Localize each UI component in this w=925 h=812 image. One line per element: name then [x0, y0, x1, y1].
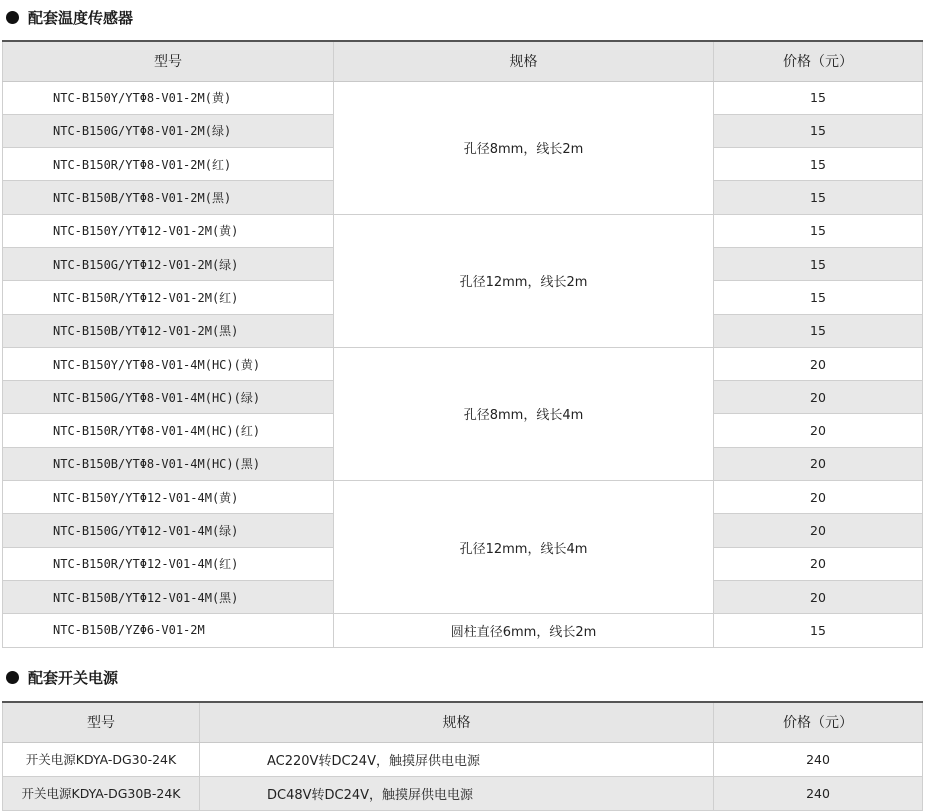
spec-cell: 孔径12mm，线长2m [334, 214, 714, 347]
price-cell: 15 [714, 114, 923, 147]
table-row [3, 214, 923, 247]
spec-cell: 孔径12mm，线长4m [334, 481, 714, 614]
price-cell: 15 [714, 281, 923, 314]
price-cell: 20 [714, 514, 923, 547]
model-cell: NTC-B150Y/YTΦ8-V01-4M(HC)(黄) [3, 347, 334, 380]
price-cell: 20 [714, 347, 923, 380]
spec-cell: DC48V转DC24V，触摸屏供电电源 [200, 776, 714, 810]
model-cell: 开关电源KDYA-DG30-24K [3, 742, 200, 776]
section-title-temperature-sensors [6, 7, 133, 28]
price-cell: 20 [714, 381, 923, 414]
model-cell: NTC-B150G/YTΦ12-V01-2M(绿) [3, 247, 334, 280]
price-cell: 20 [714, 447, 923, 480]
price-cell: 15 [714, 614, 923, 647]
price-cell: 20 [714, 547, 923, 580]
price-cell: 240 [714, 776, 923, 810]
temperature-sensor-table [2, 40, 923, 648]
price-cell: 15 [714, 81, 923, 114]
model-cell: NTC-B150R/YTΦ12-V01-2M(红) [3, 281, 334, 314]
model-cell: NTC-B150G/YTΦ12-V01-4M(绿) [3, 514, 334, 547]
spec-cell: 孔径8mm，线长2m [334, 81, 714, 214]
model-cell: NTC-B150Y/YTΦ8-V01-2M(黄) [3, 81, 334, 114]
section-title-power-supply [6, 667, 118, 688]
model-cell: NTC-B150B/YTΦ8-V01-2M(黑) [3, 181, 334, 214]
price-cell: 20 [714, 481, 923, 514]
table-row [3, 347, 923, 380]
price-cell: 15 [714, 214, 923, 247]
bullet-icon [6, 671, 19, 684]
bullet-icon [6, 11, 19, 24]
table-row [3, 481, 923, 514]
price-cell: 15 [714, 148, 923, 181]
spec-cell: 孔径8mm，线长4m [334, 347, 714, 480]
table-header-row [3, 41, 923, 81]
model-cell: NTC-B150R/YTΦ12-V01-4M(红) [3, 547, 334, 580]
table-row [3, 81, 923, 114]
section-title-text: 配套温度传感器 [28, 9, 134, 27]
model-cell: NTC-B150R/YTΦ8-V01-4M(HC)(红) [3, 414, 334, 447]
model-cell: NTC-B150Y/YTΦ12-V01-4M(黄) [3, 481, 334, 514]
price-cell: 240 [714, 742, 923, 776]
price-cell: 15 [714, 314, 923, 347]
header-model: 型号 [3, 41, 334, 81]
price-cell: 15 [714, 247, 923, 280]
header-spec: 规格 [334, 41, 714, 81]
price-cell: 20 [714, 580, 923, 613]
model-cell: 开关电源KDYA-DG30B-24K [3, 776, 200, 810]
section-title-text: 配套开关电源 [28, 669, 119, 687]
header-model: 型号 [3, 702, 200, 742]
table-row [3, 614, 923, 647]
spec-cell: 圆柱直径6mm，线长2m [334, 614, 714, 647]
table-header-row [3, 702, 923, 742]
model-cell: NTC-B150Y/YTΦ12-V01-2M(黄) [3, 214, 334, 247]
price-cell: 15 [714, 181, 923, 214]
header-price: 价格（元） [714, 702, 923, 742]
spec-cell: AC220V转DC24V，触摸屏供电电源 [200, 742, 714, 776]
table-row [3, 776, 923, 810]
header-spec: 规格 [200, 702, 714, 742]
model-cell: NTC-B150R/YTΦ8-V01-2M(红) [3, 148, 334, 181]
model-cell: NTC-B150G/YTΦ8-V01-2M(绿) [3, 114, 334, 147]
header-price: 价格（元） [714, 41, 923, 81]
power-supply-table [2, 701, 923, 811]
price-cell: 20 [714, 414, 923, 447]
table-row [3, 742, 923, 776]
model-cell: NTC-B150B/YZΦ6-V01-2M [3, 614, 334, 647]
model-cell: NTC-B150B/YTΦ12-V01-2M(黑) [3, 314, 334, 347]
model-cell: NTC-B150B/YTΦ8-V01-4M(HC)(黑) [3, 447, 334, 480]
model-cell: NTC-B150B/YTΦ12-V01-4M(黑) [3, 580, 334, 613]
model-cell: NTC-B150G/YTΦ8-V01-4M(HC)(绿) [3, 381, 334, 414]
